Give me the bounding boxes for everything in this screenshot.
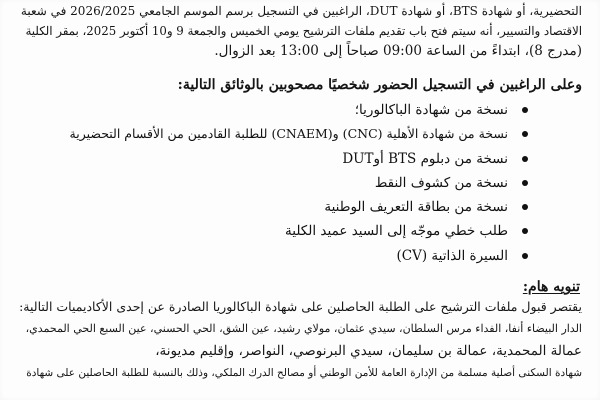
requirement-text: نسخة من بطاقة التعريف الوطنية [324,199,508,216]
bullet-icon [522,156,528,162]
intro-line-3: (مدرج 8)، ابتداءً من الساعة 09:00 صباحاً إلى 13:00 بعد الزوال. [214,43,582,59]
bullet-icon [522,107,528,113]
requirement-text: طلب خطي موجّه إلى السيد عميد الكلية [285,223,508,240]
bullet-icon [522,253,528,259]
requirement-item [68,195,508,219]
requirements-list [68,98,508,268]
requirement-text: نسخة من كشوف النقط [374,174,508,191]
bullet-icon [522,204,528,210]
requirement-item [68,122,508,146]
bullet-icon [522,131,528,137]
requirement-item [68,147,508,171]
requirement-item [68,219,508,243]
requirement-text: السيرة الذاتية (CV) [396,247,508,264]
requirement-text: نسخة من شهادة الأهلية (CNC) و(CNAEM) للطلبة القادمين من الأقسام التحضيرية [69,126,508,142]
requirement-item [68,98,508,122]
requirement-item [68,244,508,268]
notice-heading: تنويه هام: [522,279,580,295]
intro-line-1: التحضيرية، أو شهادة BTS، أو شهادة DUT، الراغبين في التسجيل برسم الموسم الجامعي 2026/2025 في شعبة [20,4,582,18]
notice-line-1: يقتصر قبول ملفات الترشيح على الطلبة الحاصلين على شهادة الباكالوريا الصادرة عن إحدى الأكاديميات التالية: [19,299,582,314]
requirement-text: نسخة من شهادة الباكالوريا؛ [354,102,508,118]
requirement-item [68,171,508,195]
notice-line-3: عمالة المحمدية، عمالة بن سليمان، سيدي البرنوصي، النواصر، وإقليم مديونة، [155,343,582,359]
bullet-icon [522,180,528,186]
notice-line-4: شهادة السكنى أصلية مسلمة من الإدارة العامة للأمن الوطني أو مصالح الدرك الملكي، وذلك بالنسبة للطلبة الحاصلين على شهادة [26,367,582,379]
notice-line-2: الدار البيضاء أنفا، الفداء مرس السلطان، سيدي عثمان، مولاي رشيد، عين الشق، الحي الحسني، عين السبع الحي المحمدي، [25,322,582,335]
requirement-text: نسخة من دبلوم BTS أوDUT [342,150,508,167]
requirements-heading: وعلى الراغبين في التسجيل الحضور شخصيًا مصحوبين بالوثائق التالية: [177,77,582,93]
bullet-icon [522,228,528,234]
intro-line-2: الاقتصاد والتسيير، أنه سيتم فتح باب تقديم ملفات الترشيح يومي الخميس والجمعة 9 و10 أكتوبر 2025، بمقر الكلية [25,24,582,38]
